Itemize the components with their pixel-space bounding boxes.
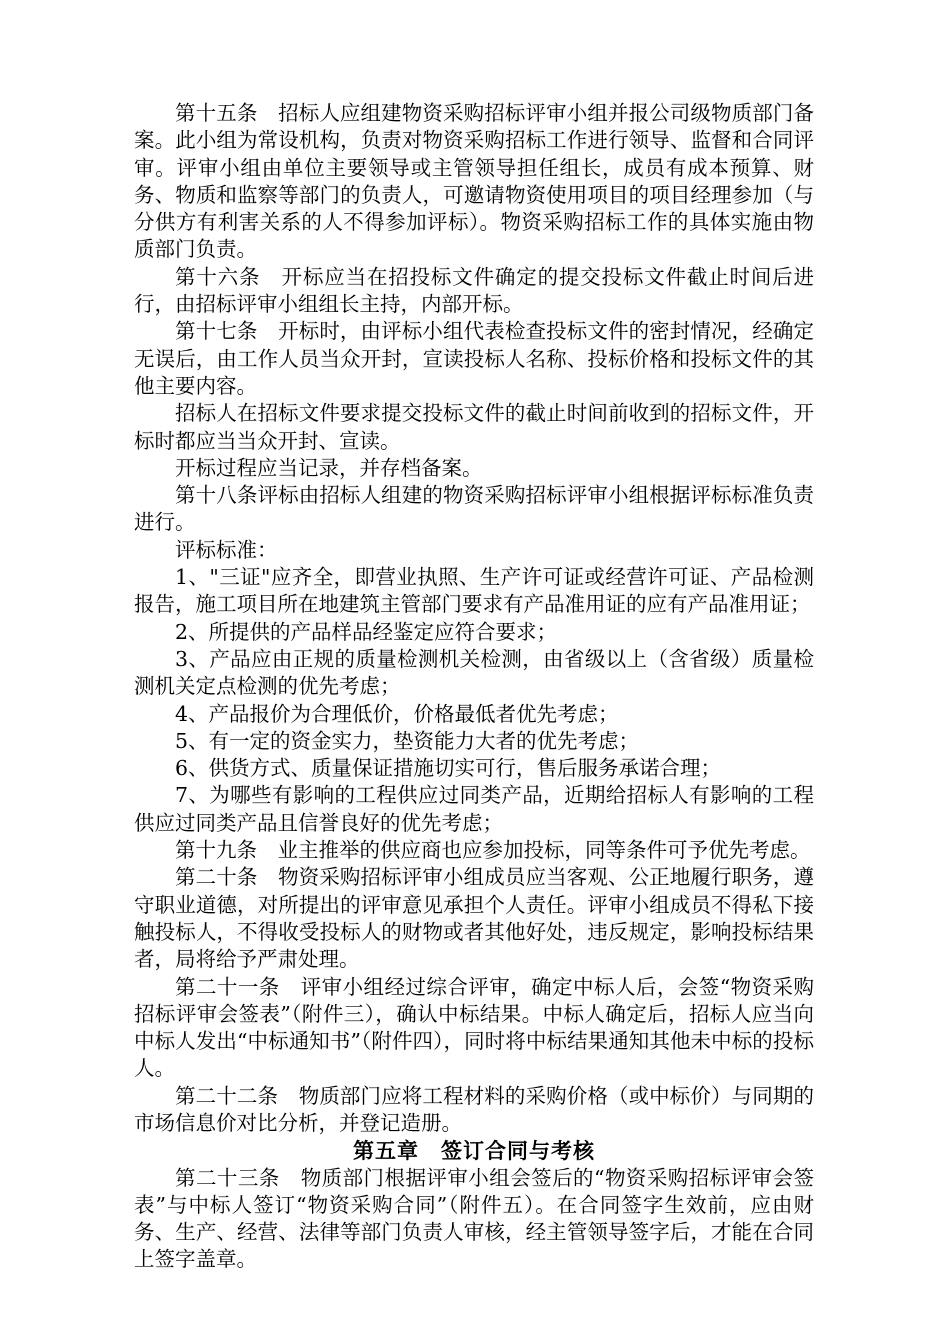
article-16-paragraph: 第十六条 开标应当在招投标文件确定的提交投标文件截止时间后进行，由招标评审小组组长主持，内部开标。 — [134, 264, 814, 317]
criteria-item-1: 1、"三证"应齐全，即营业执照、生产许可证或经营许可证、产品检测报告，施工项目所在地建筑主管部门要求有产品准用证的应有产品准用证； — [134, 565, 814, 617]
criteria-item-3: 3、产品应由正规的质量检测机关检测，由省级以上（含省级）质量检测机关定点检测的优先考虑； — [134, 646, 814, 699]
article-19-paragraph: 第十九条 业主推举的供应商也应参加投标，同等条件可予优先考虑。 — [175, 838, 811, 863]
criteria-item-6: 6、供货方式、质量保证措施切实可行，售后服务承诺合理； — [175, 756, 722, 781]
article-18-paragraph: 第十八条评标由招标人组建的物资采购招标评审小组根据评标标准负责进行。 — [134, 483, 814, 535]
article-20-paragraph: 第二十条 物资采购招标评审小组成员应当客观、公正地履行职务，遵守职业道德，对所提出的评审意见承担个人责任。评审小组成员不得私下接触投标人，不得收受投标人的财物或者其他好处，违反规定，影响投标结果者，局将给予严肃处理。 — [134, 865, 814, 972]
article-22-paragraph: 第二十二条 物质部门应将工程材料的采购价格（或中标价）与同期的市场信息价对比分析，并登记造册。 — [134, 1083, 814, 1135]
article-21-paragraph: 第二十一条 评审小组经过综合评审，确定中标人后，会签“物资采购招标评审会签表”（附件三），确认中标结果。中标人确定后，招标人应当向中标人发出“中标通知书”（附件四），同时将中标结果通知其他未中标的投标人。 — [134, 974, 814, 1081]
article-15-paragraph: 第十五条 招标人应组建物资采购招标评审小组并报公司级物质部门备案。此小组为常设机构，负责对物资采购招标工作进行领导、监督和合同评审。评审小组由单位主要领导或主管领导担任组长，成员有成本预算、财务、物质和监察等部门的负责人，可邀请物资使用项目的项目经理参加（与分供方有利害关系的人不得参加评标）。物资采购招标工作的具体实施由物质部门负责。 — [134, 101, 814, 262]
criteria-item-2: 2、所提供的产品样品经鉴定应符合要求； — [175, 619, 558, 644]
document-body — [134, 100, 814, 1274]
criteria-item-4: 4、产品报价为合理低价，价格最低者优先考虑； — [175, 701, 619, 726]
article-17-paragraph: 第十七条 开标时，由评标小组代表检查投标文件的密封情况，经确定无误后，由工作人员当众开封，宣读投标人名称、投标价格和投标文件的其他主要内容。 — [134, 319, 814, 398]
criteria-heading: 评标标准： — [175, 537, 278, 562]
criteria-item-7: 7、为哪些有影响的工程供应过同类产品，近期给招标人有影响的工程供应过同类产品且信誉良好的优先考虑； — [134, 783, 814, 835]
chapter-heading: 第五章 签订合同与考核 — [353, 1138, 595, 1164]
bid-opening-paragraph: 招标人在招标文件要求提交投标文件的截止时间前收到的招标文件，开标时都应当当众开封、宣读。 — [134, 401, 814, 453]
article-23-paragraph: 第二十三条 物质部门根据评审小组会签后的“物资采购招标评审会签表”与中标人签订“物资采购合同”（附件五）。在合同签字生效前，应由财务、生产、经营、法律等部门负责人审核，经主管领导签字后，才能在合同上签字盖章。 — [134, 1165, 814, 1272]
record-paragraph: 开标过程应当记录，并存档备案。 — [175, 455, 483, 480]
criteria-item-5: 5、有一定的资金实力，垫资能力大者的优先考虑； — [175, 728, 640, 753]
